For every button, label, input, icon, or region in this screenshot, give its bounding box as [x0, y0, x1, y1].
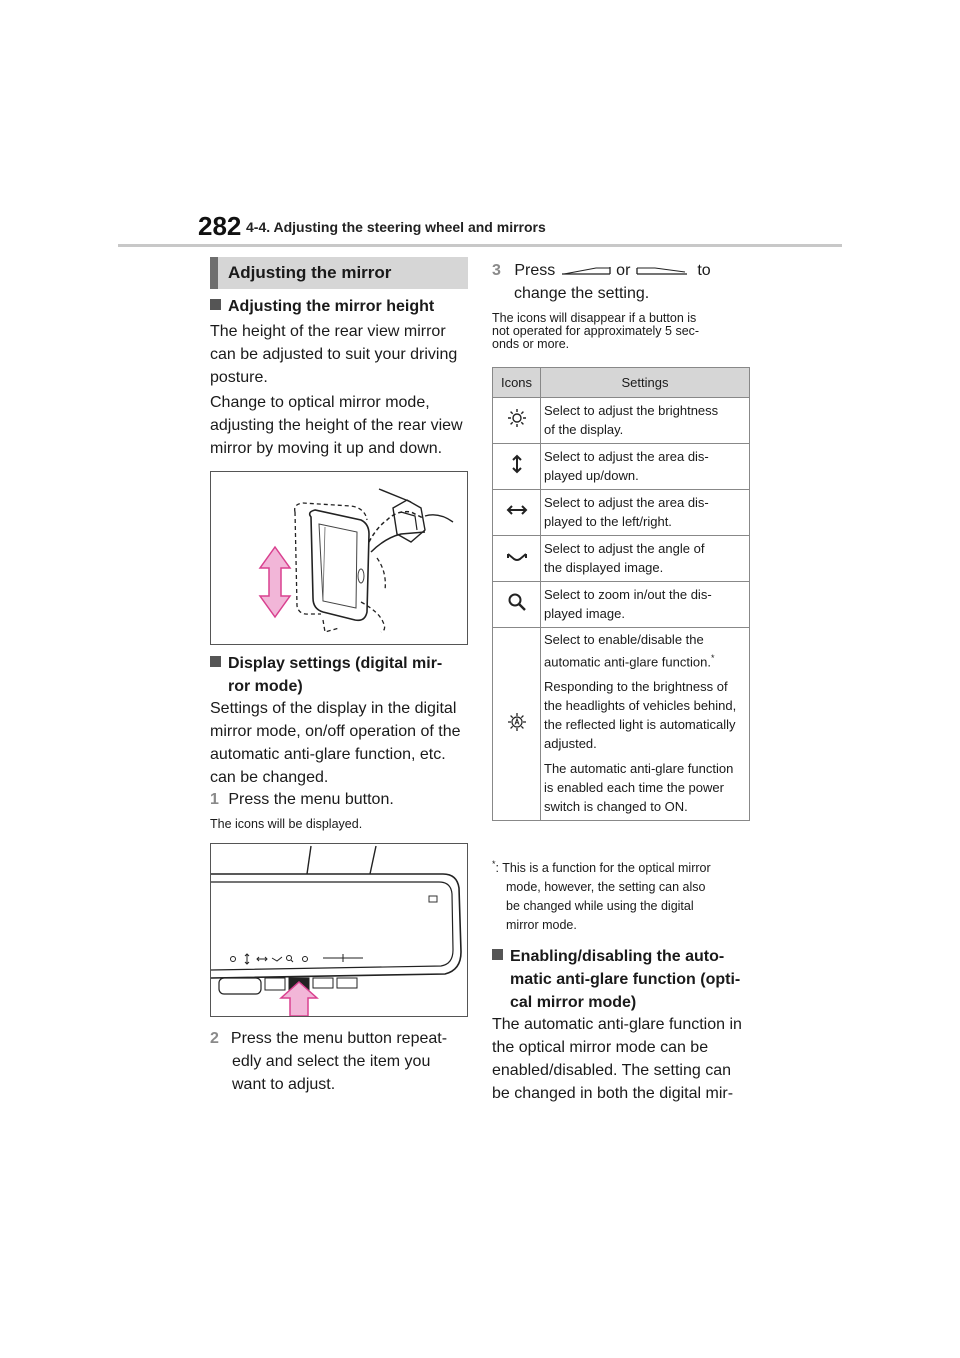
table-row: Select to adjust the area dis- played to the left/right.: [493, 490, 750, 536]
step-3: 3 Press or to change the setting.: [492, 262, 711, 302]
table-row: Select to adjust the brightness of the display.: [493, 398, 750, 444]
up-down-arrow-icon: [506, 453, 528, 475]
up-down-arrow-icon: [260, 547, 290, 617]
table-row: Select to adjust the area dis- played up/down.: [493, 444, 750, 490]
icons-settings-table: [492, 367, 750, 821]
figure-mirror-height: [210, 471, 468, 645]
brightness-icon: [506, 407, 528, 429]
section-title: 4-4. Adjusting the steering wheel and mirrors: [246, 219, 546, 235]
left-right-arrow-icon: [506, 499, 528, 521]
paragraph-anti-glare: The automatic anti-glare function in the optical mirror mode can be enabled/disabled. The setting can be changed in both the digital mir-: [492, 1016, 742, 1102]
footnote: *: This is a function for the optical mirror mode, however, the setting can also be changed while using the digital mirror mode.: [492, 859, 711, 933]
table-row: Select to zoom in/out the dis- played image.: [493, 582, 750, 628]
square-bullet-icon: [492, 949, 503, 960]
table-header-settings: Settings: [541, 368, 750, 398]
mirror-height-illustration: [211, 472, 467, 644]
subheading-mirror-height: Adjusting the mirror height: [210, 295, 434, 318]
paragraph-mirror-height: The height of the rear view mirror can be adjusted to suit your driving posture.: [210, 323, 458, 386]
figure-menu-button: [210, 843, 468, 1017]
table-row: Select to adjust the angle of the displayed image.: [493, 536, 750, 582]
square-bullet-icon: [210, 299, 221, 310]
page-number: 282: [198, 211, 242, 241]
menu-button-illustration: [211, 844, 467, 1016]
zoom-icon: [506, 591, 528, 613]
step-2: 2 Press the menu button repeat- edly and select the item you want to adjust.: [210, 1030, 448, 1093]
icons-disappear-note: The icons will disappear if a button is not operated for approximately 5 sec- onds or more.: [492, 311, 700, 351]
square-bullet-icon: [210, 656, 221, 667]
decrease-button-icon: [560, 264, 612, 278]
auto-anti-glare-icon: [506, 711, 528, 733]
step-1: 1 Press the menu button.: [210, 791, 394, 808]
menu-icons-row: [231, 954, 364, 964]
angle-icon: [506, 545, 528, 567]
step-1-note: The icons will be displayed.: [210, 817, 363, 831]
increase-button-icon: [635, 264, 689, 278]
subheading-display-settings: Display settings (digital mir- ror mode): [210, 652, 442, 698]
header-rule: [118, 244, 842, 247]
subheading-anti-glare: Enabling/disabling the auto- matic anti-glare function (opti- cal mirror mode): [492, 945, 740, 1014]
table-row: Select to enable/disable the automatic anti-glare function.* Responding to the brightness of the headlights of vehicles behind, the reflected light is automatically adjusted. The automatic anti-glare function is enabled each time the power switch is changed to ON.: [493, 628, 750, 821]
paragraph-display-settings: Settings of the display in the digital mirror mode, on/off operation of the automatic anti-glare function, etc. can be changed.: [210, 700, 461, 786]
paragraph-optical-mode: Change to optical mirror mode, adjusting the height of the rear view mirror by moving it up and down.: [210, 394, 463, 457]
table-header-icons: Icons: [493, 368, 541, 398]
heading-adjusting-mirror: Adjusting the mirror: [210, 257, 468, 289]
up-arrow-icon: [281, 982, 317, 1016]
